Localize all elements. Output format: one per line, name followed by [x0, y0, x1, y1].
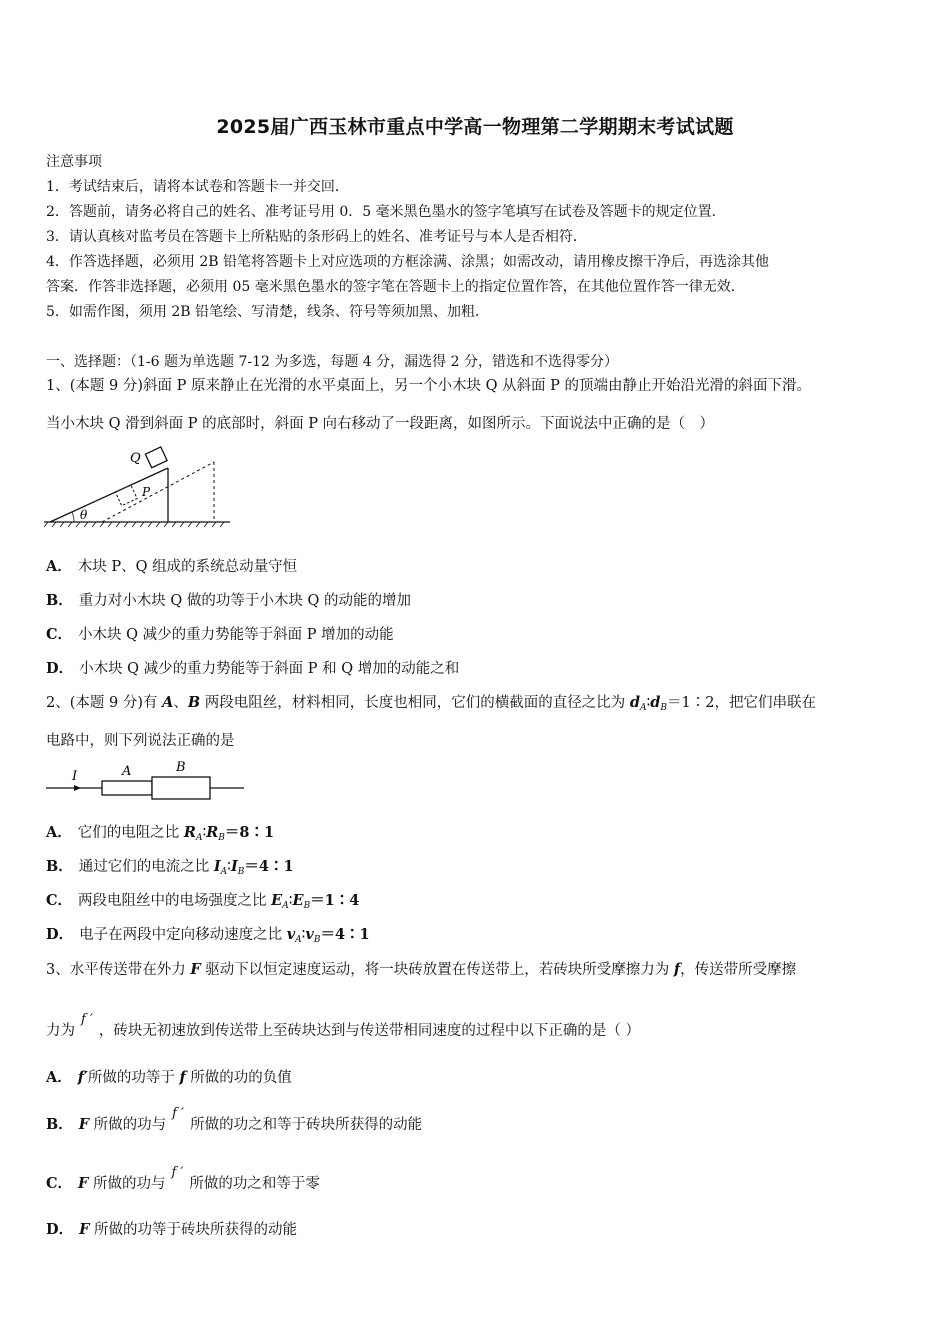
q2-option-a: A． 它们的电阻之比 $R_A∶R_B=8∶1$ — [46, 824, 275, 843]
notice-item: 3．请认真核对监考员在答题卡上所粘贴的条形码上的姓名、准考证号与本人是否相符． — [46, 229, 587, 245]
question-3-line-1: 3、水平传送带在外力 F 驱动下以恒定速度运动，将一块砖放置在传送带上，若砖块所受摩擦力为 f，传送带所受摩擦 — [46, 961, 797, 978]
label-q: Q — [130, 451, 141, 466]
q1-option-c: C． 小木块 Q 减少的重力势能等于斜面 P 增加的动能 — [46, 626, 394, 643]
q3-option-b: B． F 所做的功与f ′所做的功之和等于砖块所获得的动能 — [46, 1106, 423, 1133]
q1-option-d: D． 小木块 Q 减少的重力势能等于斜面 P 和 Q 增加的动能之和 — [46, 660, 460, 677]
notice-item: 2．答题前，请务必将自己的姓名、准考证号用 0．5 毫米黑色墨水的签字笔填写在试卷及答题卡的规定位置． — [46, 204, 726, 220]
question-1-line-1: 1、(本题 9 分)斜面 P 原来静止在光滑的水平桌面上，另一个小木块 Q 从斜面 P 的顶端由静止开始沿光滑的斜面下滑。 — [46, 378, 812, 394]
notice-item: 1．考试结束后，请将本试卷和答题卡一并交回． — [46, 179, 349, 195]
incline-figure — [44, 444, 234, 528]
resistor-figure — [44, 758, 248, 804]
page-title: 2025届广西玉林市重点中学高一物理第二学期期末考试试题 — [216, 116, 734, 138]
question-3-line-2: 力为f ′，砖块无初速放到传送带上至砖块达到与传送带相同速度的过程中以下正确的是（ ） — [46, 1012, 641, 1039]
q3-option-c: C． F 所做的功与f ′所做的功之和等于零 — [46, 1165, 320, 1192]
section-heading: 一、选择题：（1-6 题为单选题 7-12 为多选，每题 4 分，漏选得 2 分，错选和不选得零分） — [46, 354, 618, 370]
notice-item: 5．如需作图，须用 2B 铅笔绘、写清楚，线条、符号等须加黑、加粗． — [46, 304, 490, 320]
notice-heading: 注意事项 — [46, 154, 102, 170]
label-b: B — [176, 760, 186, 775]
q2-option-d: D． 电子在两段中定向移动速度之比 $v_A∶v_B=4∶1$ — [46, 926, 370, 945]
question-2-line-1: 2、(本题 9 分)有 A、B 两段电阻丝，材料相同，长度也相同，它们的横截面的直径之比为 $d_A∶d_B=1∶2$，把它们串联在 — [46, 694, 816, 713]
label-i: I — [72, 769, 78, 784]
question-1-line-2: 当小木块 Q 滑到斜面 P 的底部时，斜面 P 向右移动了一段距离，如图所示。下面说法中正确的是（ ） — [46, 416, 715, 432]
notice-item: 4．作答选择题，必须用 2B 铅笔将答题卡上对应选项的方框涂满、涂黑；如需改动，请用橡皮擦干净后，再选涂其他 — [46, 254, 769, 270]
label-a: A — [122, 764, 132, 779]
q2-option-b: B． 通过它们的电流之比 $I_A∶I_B=4∶1$ — [46, 858, 294, 877]
q1-option-b: B． 重力对小木块 Q 做的功等于小木块 Q 的动能的增加 — [46, 592, 411, 609]
q1-option-a: A． 木块 P、Q 组成的系统总动量守恒 — [46, 558, 298, 575]
question-2-line-2: 电路中，则下列说法正确的是 — [46, 733, 235, 749]
notice-item: 答案．作答非选择题，必须用 05 毫米黑色墨水的签字笔在答题卡上的指定位置作答，在其他位置作答一律无效． — [46, 279, 745, 295]
label-p: P — [142, 485, 151, 499]
label-theta: θ — [80, 508, 88, 522]
q3-option-d: D． F 所做的功等于砖块所获得的动能 — [46, 1221, 297, 1238]
q2-option-c: C． 两段电阻丝中的电场强度之比 $E_A∶E_B=1∶4$ — [46, 892, 360, 911]
q3-option-a: A． f′所做的功等于 f 所做的功的负值 — [46, 1069, 292, 1086]
